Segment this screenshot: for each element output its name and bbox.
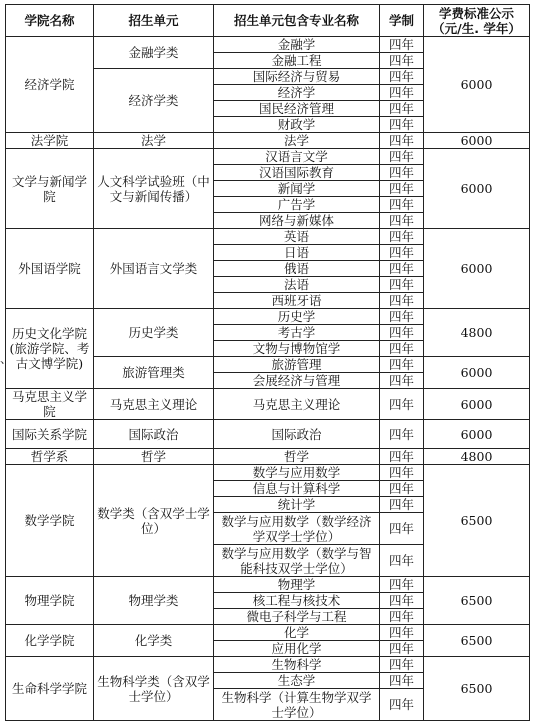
duration-cell: 四年 [380, 373, 424, 389]
table-row [6, 577, 530, 593]
unit-cell: 化学类 [94, 625, 214, 657]
duration-cell: 四年 [380, 149, 424, 165]
major-cell: 国民经济管理 [214, 101, 380, 117]
major-cell: 会展经济与管理 [214, 373, 380, 389]
major-cell: 俄语 [214, 261, 380, 277]
duration-cell: 四年 [380, 625, 424, 641]
header-row [6, 5, 530, 37]
major-cell: 英语 [214, 229, 380, 245]
duration-cell: 四年 [380, 69, 424, 85]
stray-mark: 、 [0, 352, 13, 366]
unit-cell: 旅游管理类 [94, 357, 214, 389]
major-cell: 文物与博物馆学 [214, 341, 380, 357]
tuition-cell: 6000 [424, 229, 530, 309]
tuition-cell: 4800 [424, 309, 530, 357]
tuition-cell: 6500 [424, 657, 530, 721]
duration-cell: 四年 [380, 53, 424, 69]
major-cell: 广告学 [214, 197, 380, 213]
duration-cell: 四年 [380, 641, 424, 657]
tuition-cell: 6500 [424, 625, 530, 657]
major-cell: 新闻学 [214, 181, 380, 197]
unit-cell: 国际政治 [94, 420, 214, 449]
major-cell: 法语 [214, 277, 380, 293]
header-college: 学院名称 [6, 5, 94, 37]
college-cell: 物理学院 [6, 577, 94, 625]
table-row [6, 149, 530, 165]
college-cell: 经济学院 [6, 37, 94, 133]
table-row [6, 420, 530, 449]
major-cell: 法学 [214, 133, 380, 149]
college-cell: 数学学院 [6, 465, 94, 577]
unit-cell: 经济学类 [94, 69, 214, 133]
table-row [6, 133, 530, 149]
major-cell: 汉语国际教育 [214, 165, 380, 181]
unit-cell: 历史学类 [94, 309, 214, 357]
major-cell: 汉语言文学 [214, 149, 380, 165]
unit-cell: 哲学 [94, 449, 214, 465]
duration-cell: 四年 [380, 420, 424, 449]
major-cell: 数学与应用数学（数学与智能科技双学士学位） [214, 545, 380, 577]
college-cell: 哲学系 [6, 449, 94, 465]
major-cell: 经济学 [214, 85, 380, 101]
duration-cell: 四年 [380, 181, 424, 197]
unit-cell: 外国语言文学类 [94, 229, 214, 309]
unit-cell: 数学类（含双学士学位） [94, 465, 214, 577]
duration-cell: 四年 [380, 341, 424, 357]
tuition-cell: 6000 [424, 133, 530, 149]
duration-cell: 四年 [380, 497, 424, 513]
tuition-cell: 4800 [424, 449, 530, 465]
college-cell: 历史文化学院(旅游学院、考古文博学院) [6, 309, 94, 389]
college-cell: 法学院 [6, 133, 94, 149]
major-cell: 信息与计算科学 [214, 481, 380, 497]
unit-cell: 马克思主义理论 [94, 389, 214, 420]
duration-cell: 四年 [380, 229, 424, 245]
duration-cell: 四年 [380, 673, 424, 689]
college-cell: 文学与新闻学院 [6, 149, 94, 229]
major-cell: 网络与新媒体 [214, 213, 380, 229]
major-cell: 生态学 [214, 673, 380, 689]
major-cell: 国际政治 [214, 420, 380, 449]
duration-cell: 四年 [380, 37, 424, 53]
major-cell: 数学与应用数学 [214, 465, 380, 481]
unit-cell: 物理学类 [94, 577, 214, 625]
tuition-table [5, 4, 530, 721]
major-cell: 化学 [214, 625, 380, 641]
table-row [6, 389, 530, 420]
table-row [6, 309, 530, 325]
duration-cell: 四年 [380, 245, 424, 261]
major-cell: 马克思主义理论 [214, 389, 380, 420]
major-cell: 西班牙语 [214, 293, 380, 309]
major-cell: 金融工程 [214, 53, 380, 69]
major-cell: 财政学 [214, 117, 380, 133]
major-cell: 日语 [214, 245, 380, 261]
table-body [6, 37, 530, 721]
duration-cell: 四年 [380, 481, 424, 497]
duration-cell: 四年 [380, 689, 424, 721]
duration-cell: 四年 [380, 593, 424, 609]
duration-cell: 四年 [380, 85, 424, 101]
major-cell: 统计学 [214, 497, 380, 513]
duration-cell: 四年 [380, 117, 424, 133]
major-cell: 生物科学（计算生物学双学士学位） [214, 689, 380, 721]
duration-cell: 四年 [380, 577, 424, 593]
duration-cell: 四年 [380, 309, 424, 325]
duration-cell: 四年 [380, 213, 424, 229]
college-cell: 化学学院 [6, 625, 94, 657]
unit-cell: 生物科学类（含双学士学位） [94, 657, 214, 721]
header-unit: 招生单元 [94, 5, 214, 37]
tuition-cell: 6000 [424, 37, 530, 133]
college-cell: 马克思主义学院 [6, 389, 94, 420]
table-row [6, 657, 530, 673]
tuition-table-wrapper [5, 4, 530, 721]
unit-cell: 法学 [94, 133, 214, 149]
major-cell: 国际经济与贸易 [214, 69, 380, 85]
duration-cell: 四年 [380, 325, 424, 341]
table-row [6, 37, 530, 53]
tuition-cell: 6500 [424, 465, 530, 577]
tuition-cell: 6000 [424, 420, 530, 449]
duration-cell: 四年 [380, 133, 424, 149]
table-row [6, 625, 530, 641]
duration-cell: 四年 [380, 197, 424, 213]
header-majors: 招生单元包含专业名称 [214, 5, 380, 37]
duration-cell: 四年 [380, 357, 424, 373]
tuition-cell: 6500 [424, 577, 530, 625]
tuition-cell: 6000 [424, 149, 530, 229]
unit-cell: 金融学类 [94, 37, 214, 69]
unit-cell: 人文科学试验班（中文与新闻传播） [94, 149, 214, 229]
college-cell: 国际关系学院 [6, 420, 94, 449]
duration-cell: 四年 [380, 545, 424, 577]
tuition-cell: 6000 [424, 389, 530, 420]
duration-cell: 四年 [380, 101, 424, 117]
major-cell: 生物科学 [214, 657, 380, 673]
header-duration: 学制 [380, 5, 424, 37]
duration-cell: 四年 [380, 609, 424, 625]
major-cell: 微电子科学与工程 [214, 609, 380, 625]
major-cell: 哲学 [214, 449, 380, 465]
major-cell: 旅游管理 [214, 357, 380, 373]
header-tuition: 学费标准公示（元/生. 学年） [424, 5, 530, 37]
major-cell: 核工程与核技术 [214, 593, 380, 609]
table-row [6, 449, 530, 465]
duration-cell: 四年 [380, 261, 424, 277]
tuition-cell: 6000 [424, 357, 530, 389]
major-cell: 物理学 [214, 577, 380, 593]
major-cell: 考古学 [214, 325, 380, 341]
duration-cell: 四年 [380, 293, 424, 309]
table-row [6, 229, 530, 245]
duration-cell: 四年 [380, 513, 424, 545]
table-row [6, 465, 530, 481]
duration-cell: 四年 [380, 277, 424, 293]
major-cell: 数学与应用数学（数学经济学双学士学位） [214, 513, 380, 545]
major-cell: 应用化学 [214, 641, 380, 657]
duration-cell: 四年 [380, 465, 424, 481]
major-cell: 历史学 [214, 309, 380, 325]
college-cell: 外国语学院 [6, 229, 94, 309]
major-cell: 金融学 [214, 37, 380, 53]
duration-cell: 四年 [380, 449, 424, 465]
duration-cell: 四年 [380, 165, 424, 181]
duration-cell: 四年 [380, 389, 424, 420]
duration-cell: 四年 [380, 657, 424, 673]
college-cell: 生命科学学院 [6, 657, 94, 721]
